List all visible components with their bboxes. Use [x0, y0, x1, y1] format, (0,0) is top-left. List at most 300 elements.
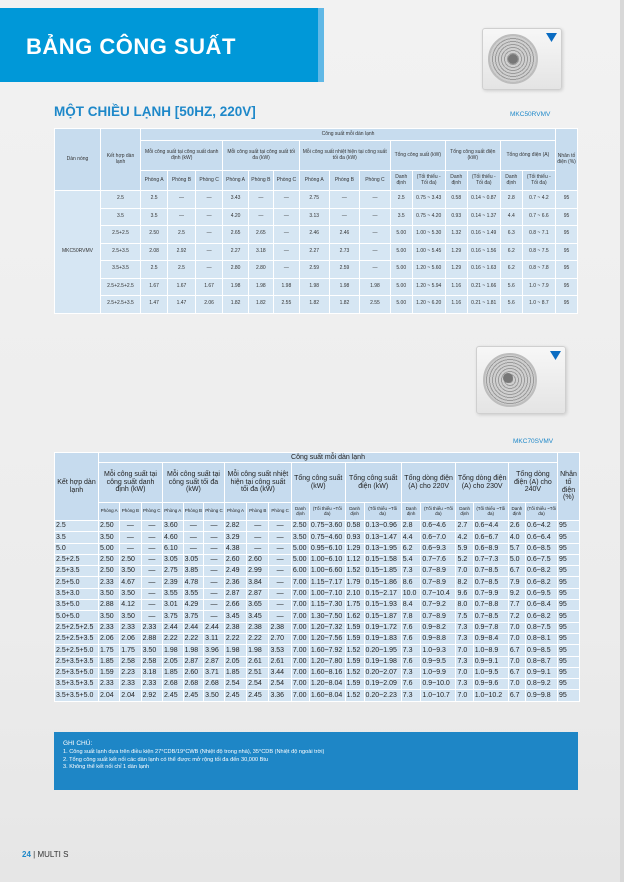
table-cell: 2.75	[163, 566, 184, 577]
table-cell: —	[141, 521, 162, 532]
table-cell: —	[360, 226, 391, 244]
table-cell: 1.98	[248, 278, 273, 296]
table-cell: 2.80	[223, 261, 248, 279]
table-cell: 0.9~8.2	[421, 622, 456, 633]
footer-separator: |	[33, 850, 36, 859]
table-cell: 4.78	[183, 577, 204, 588]
combination-cell: 3.5+5.0	[55, 600, 99, 611]
table-cell: 2.55	[360, 296, 391, 314]
table-cell: 95	[558, 566, 580, 577]
table-cell: 5.00	[99, 543, 120, 554]
table-cell: 1.85	[224, 667, 246, 678]
table-cell: —	[120, 521, 141, 532]
table-cell: 0.6~4.4	[473, 521, 508, 532]
header-room-c: Phòng C	[204, 503, 225, 521]
table-cell: 0.20~1.95	[364, 645, 401, 656]
table-cell: —	[141, 554, 162, 565]
table-cell: 1.0~9.5	[473, 667, 508, 678]
table-cell: 6.3	[500, 226, 522, 244]
table-cell: 1.60~8.04	[309, 690, 345, 701]
table-cell: 0.15~1.93	[364, 600, 401, 611]
table-cell: 1.59	[99, 667, 120, 678]
header-total-power: Tổng công suất điện (kW)	[445, 141, 500, 171]
table-cell: 2.33	[99, 679, 120, 690]
section-title: MỘT CHIỀU LẠNH [50HZ, 220V]	[54, 104, 256, 119]
table-cell: —	[204, 577, 225, 588]
table-cell: 0.75 ~ 3.43	[412, 191, 445, 209]
table-cell: 0.13~1.47	[364, 532, 401, 543]
table-cell: 95	[558, 690, 580, 701]
table-cell: 1.82	[329, 296, 359, 314]
combination-cell: 3.5+3.5	[101, 261, 141, 279]
unit-caption: MKC70SVMV	[513, 438, 554, 445]
table-cell: 1.62	[345, 611, 364, 622]
table-cell: 2.61	[269, 656, 291, 667]
table-cell: 3.18	[141, 667, 162, 678]
header-rated: Danh định	[390, 171, 412, 191]
table-cell: —	[329, 208, 359, 226]
table-cell: 0.16 ~ 1.56	[467, 243, 500, 261]
table-cell: 0.21 ~ 1.66	[467, 278, 500, 296]
table-cell: 2.50	[99, 554, 120, 565]
header-room-c: Phòng C	[274, 171, 300, 191]
table-cell: 0.58	[345, 521, 364, 532]
table-cell: 2.68	[163, 679, 184, 690]
table-cell: —	[120, 543, 141, 554]
header-rated: Danh định	[445, 171, 467, 191]
table-cell: 2.50	[99, 566, 120, 577]
combination-cell: 2.5+5.0	[55, 577, 99, 588]
table-cell: 7.6	[401, 656, 421, 667]
table-cell: 0.14 ~ 1.37	[467, 208, 500, 226]
table-cell: 2.88	[141, 633, 162, 644]
table-cell: 3.01	[163, 600, 184, 611]
table-cell: 6.2	[500, 243, 522, 261]
table-cell: 4.67	[120, 577, 141, 588]
table-cell: 0.8~9.2	[526, 679, 558, 690]
header-power-factor: Nhân tố điện (%)	[556, 129, 578, 191]
table-cell: 7.00	[291, 667, 309, 678]
table-cell: —	[269, 521, 291, 532]
table-cell: 3.18	[248, 243, 273, 261]
table-cell: 1.29	[445, 243, 467, 261]
table-cell: 95	[558, 532, 580, 543]
table-cell: 3.50	[99, 588, 120, 599]
table-cell: 2.04	[120, 690, 141, 701]
header-rated: Danh định	[508, 503, 525, 521]
table-cell: —	[329, 191, 359, 209]
table-cell: 1.85	[99, 656, 120, 667]
table-cell: 2.87	[247, 588, 269, 599]
table-cell: 7.6	[401, 633, 421, 644]
table-cell: 1.75	[345, 600, 364, 611]
table-cell: 4.2	[456, 532, 473, 543]
table-cell: 2.51	[247, 667, 269, 678]
table-cell: 2.22	[247, 633, 269, 644]
table-cell: 95	[556, 261, 578, 279]
table-cell: 5.00	[390, 296, 412, 314]
table-cell: 0.6~8.2	[526, 566, 558, 577]
combination-cell: 2.5	[55, 521, 99, 532]
table-cell: 0.6~4.6	[421, 521, 456, 532]
table-cell: 0.95~6.10	[309, 543, 345, 554]
table-cell: 2.05	[224, 656, 246, 667]
table-row	[55, 645, 580, 656]
table-cell: 1.79	[345, 577, 364, 588]
table-cell: 7.00	[291, 622, 309, 633]
table-cell: 0.19~2.09	[364, 679, 401, 690]
table-cell: 0.6~6.4	[526, 532, 558, 543]
table-cell: —	[248, 191, 273, 209]
combination-cell: 2.5+2.5+3.5	[101, 296, 141, 314]
table-cell: 2.33	[141, 622, 162, 633]
table-cell: 3.13	[299, 208, 329, 226]
combination-cell: 3.5+3.5+5.0	[55, 690, 99, 701]
combination-cell: 3.5	[101, 208, 141, 226]
header-minmax: (Tối thiểu - Tối đa)	[412, 171, 445, 191]
header-combination: Kết hợp dàn lạnh	[55, 453, 99, 521]
table-cell: 0.9~9.8	[526, 690, 558, 701]
table-cell: 1.98	[224, 645, 246, 656]
table-cell: 5.9	[456, 543, 473, 554]
table-cell: 5.00	[390, 243, 412, 261]
table-cell: —	[269, 588, 291, 599]
table-cell: 1.67	[141, 278, 168, 296]
table-cell: 1.52	[345, 566, 364, 577]
table-cell: 1.98	[183, 645, 204, 656]
table-cell: 2.73	[329, 243, 359, 261]
table-cell: 1.59	[345, 633, 364, 644]
table-cell: 2.46	[299, 226, 329, 244]
header-rated: Danh định	[345, 503, 364, 521]
table-cell: 1.59	[345, 679, 364, 690]
table-cell: 0.14 ~ 0.87	[467, 191, 500, 209]
table-cell: 0.7~8.9	[421, 611, 456, 622]
table-cell: 5.0	[508, 554, 525, 565]
table-cell: 2.60	[247, 554, 269, 565]
header-rated-capacity: Mỗi công suất tại công suất danh định (kW)	[141, 141, 223, 171]
combination-cell: 2.5+3.5+5.0	[55, 667, 99, 678]
table-row	[55, 611, 580, 622]
fan-grille-icon	[483, 353, 537, 407]
header-room-c: Phòng C	[360, 171, 391, 191]
header-total-capacity: Tổng công suất (kW)	[291, 463, 345, 503]
table-cell: 0.8 ~ 7.5	[522, 243, 555, 261]
table-cell: —	[269, 554, 291, 565]
table-cell: —	[269, 532, 291, 543]
table-cell: 0.6~8.2	[526, 577, 558, 588]
table-cell: 0.7~7.3	[473, 554, 508, 565]
combination-cell: 2.5	[101, 191, 141, 209]
table-cell: 3.50	[120, 566, 141, 577]
header-room-a: Phòng A	[223, 171, 248, 191]
table-cell: 95	[556, 296, 578, 314]
table-cell: 1.60~8.16	[309, 667, 345, 678]
table-cell: —	[274, 191, 300, 209]
header-room-a: Phòng A	[224, 503, 246, 521]
table-cell: 3.53	[269, 645, 291, 656]
table-cell: 0.8 ~ 7.8	[522, 261, 555, 279]
header-current-240v: Tổng dòng điện (A) cho 240V	[508, 463, 557, 503]
table-cell: 2.50	[141, 226, 168, 244]
table-cell: 2.44	[163, 622, 184, 633]
table-cell: 95	[558, 588, 580, 599]
table-cell: 0.7~9.2	[421, 600, 456, 611]
table-cell: 95	[556, 191, 578, 209]
table-cell: 2.66	[224, 600, 246, 611]
table-cell: 2.58	[141, 656, 162, 667]
table-cell: —	[360, 243, 391, 261]
table-cell: 3.96	[204, 645, 225, 656]
table-cell: 0.93	[445, 208, 467, 226]
table-cell: 2.70	[269, 633, 291, 644]
table-cell: 0.7~8.9	[421, 566, 456, 577]
header-room-b: Phòng B	[248, 171, 273, 191]
table-cell: 3.45	[247, 611, 269, 622]
table-cell: 0.9~9.1	[473, 656, 508, 667]
table-cell: 2.5	[141, 191, 168, 209]
table-cell: 0.75~3.60	[309, 521, 345, 532]
table-cell: 3.71	[204, 667, 225, 678]
table-cell: 7.00	[291, 645, 309, 656]
table-cell: —	[168, 191, 195, 209]
table-cell: 2.22	[183, 633, 204, 644]
combination-cell: 5.0+5.0	[55, 611, 99, 622]
table-cell: 2.61	[247, 656, 269, 667]
table-cell: 0.13~0.96	[364, 521, 401, 532]
table-cell: 95	[556, 278, 578, 296]
table-cell: 0.19~1.72	[364, 622, 401, 633]
table-cell: —	[360, 208, 391, 226]
table-cell: 6.7	[508, 566, 525, 577]
table-cell: 2.45	[224, 690, 246, 701]
table-cell: 2.80	[248, 261, 273, 279]
table-cell: 2.92	[141, 690, 162, 701]
table-cell: 95	[558, 554, 580, 565]
table-cell: 0.93	[345, 532, 364, 543]
header-power-factor: Nhân tố điện (%)	[558, 453, 580, 521]
table-cell: —	[274, 226, 300, 244]
table-cell: 0.7 ~ 4.2	[522, 191, 555, 209]
table-cell: 7.0	[508, 622, 525, 633]
table-cell: 1.20~7.80	[309, 656, 345, 667]
table-cell: 5.4	[401, 554, 421, 565]
header-rated: Danh định	[401, 503, 421, 521]
table-cell: 2.87	[224, 588, 246, 599]
table-cell: 7.3	[456, 622, 473, 633]
table-cell: 2.33	[120, 622, 141, 633]
table-row	[55, 226, 578, 244]
table-cell: 3.50	[120, 588, 141, 599]
table-cell: 7.00	[291, 679, 309, 690]
table-cell: 1.85	[163, 667, 184, 678]
table-cell: 7.2	[508, 611, 525, 622]
table-row	[55, 690, 580, 701]
table-cell: 1.16	[445, 278, 467, 296]
combination-cell: 2.5+3.5	[101, 243, 141, 261]
table-cell: 1.98	[223, 278, 248, 296]
table-cell: —	[183, 521, 204, 532]
combination-cell: 3.5+3.5+3.5	[55, 679, 99, 690]
table-cell: 3.29	[224, 532, 246, 543]
table-cell: 95	[558, 611, 580, 622]
table-cell: —	[204, 543, 225, 554]
table-cell: 95	[558, 622, 580, 633]
header-outdoor-unit: Dàn nóng	[55, 129, 101, 191]
table-cell: 1.59	[345, 656, 364, 667]
table-cell: —	[195, 208, 223, 226]
table-cell: 6.7	[508, 690, 525, 701]
page-title: BẢNG CÔNG SUẤT	[26, 34, 236, 59]
table-cell: 3.60	[163, 521, 184, 532]
table-cell: 4.12	[120, 600, 141, 611]
table-cell: 1.16	[445, 296, 467, 314]
table-cell: 0.6~6.7	[473, 532, 508, 543]
table-cell: 1.98	[163, 645, 184, 656]
table-cell: 1.47	[141, 296, 168, 314]
table-row	[55, 679, 580, 690]
table-cell: —	[141, 600, 162, 611]
header-rated: Danh định	[500, 171, 522, 191]
table-cell: 95	[558, 667, 580, 678]
combination-cell: 2.5+2.5+5.0	[55, 645, 99, 656]
table-cell: 7.6	[401, 679, 421, 690]
table-cell: 0.7~8.5	[473, 611, 508, 622]
table-cell: 2.54	[224, 679, 246, 690]
table-cell: 1.12	[345, 554, 364, 565]
table-cell: 3.75	[183, 611, 204, 622]
table-cell: 8.4	[401, 600, 421, 611]
table-row	[55, 191, 578, 209]
combination-cell: 3.5+3.0	[55, 588, 99, 599]
table-cell: 7.5	[456, 611, 473, 622]
table-cell: 0.7~8.5	[473, 577, 508, 588]
table-cell: 2.22	[224, 633, 246, 644]
table-cell: 7.0	[456, 566, 473, 577]
table-cell: 2.33	[120, 679, 141, 690]
table-cell: 7.0	[456, 690, 473, 701]
table-cell: 0.7 ~ 6.6	[522, 208, 555, 226]
table-cell: 9.6	[456, 588, 473, 599]
outdoor-unit-image	[482, 28, 562, 90]
table-cell: 3.44	[269, 667, 291, 678]
table-cell: 2.6	[508, 521, 525, 532]
table-cell: 0.7~10.4	[421, 588, 456, 599]
table-cell: 5.00	[390, 278, 412, 296]
table-cell: 0.7~8.8	[473, 600, 508, 611]
table-cell: 0.6~9.3	[421, 543, 456, 554]
table-cell: 95	[558, 521, 580, 532]
table-cell: 95	[558, 633, 580, 644]
table-cell: 0.15~1.58	[364, 554, 401, 565]
table-cell: —	[204, 521, 225, 532]
capacity-table-1	[54, 128, 578, 314]
table-cell: 5.00	[291, 543, 309, 554]
table-cell: 3.65	[247, 600, 269, 611]
table-cell: 2.06	[120, 633, 141, 644]
table-cell: 2.54	[269, 679, 291, 690]
combination-cell: 5.0	[55, 543, 99, 554]
table-cell: 2.38	[247, 622, 269, 633]
table-cell: —	[248, 208, 273, 226]
table-cell: 9.2	[508, 588, 525, 599]
header-room-a: Phòng A	[163, 503, 184, 521]
table-cell: 2.50	[99, 521, 120, 532]
table-cell: 1.75	[120, 645, 141, 656]
header-rated-capacity: Mỗi công suất tại công suất danh định (kW)	[99, 463, 163, 503]
table-cell: 7.7	[508, 600, 525, 611]
table-cell: 3.43	[223, 191, 248, 209]
table-cell: 2.65	[248, 226, 273, 244]
note-line: 2. Tổng công suất kết nối các dàn lạnh có thể được mở rộng tối đa đến 30,000 Btu	[63, 756, 269, 763]
table-cell: —	[183, 543, 204, 554]
table-cell: 2.87	[183, 656, 204, 667]
table-cell: 7.6	[401, 622, 421, 633]
header-minmax: (Tối thiểu ~Tối đa)	[421, 503, 456, 521]
table-cell: 1.20~8.04	[309, 679, 345, 690]
table-cell: 0.9~7.8	[473, 622, 508, 633]
table-cell: 1.00~6.10	[309, 554, 345, 565]
table-cell: —	[269, 577, 291, 588]
table-cell: 0.15~1.85	[364, 566, 401, 577]
table-cell: 1.32	[445, 226, 467, 244]
table-cell: —	[141, 611, 162, 622]
table-cell: 0.9~9.6	[473, 679, 508, 690]
table-cell: 2.04	[99, 690, 120, 701]
table-cell: —	[360, 261, 391, 279]
table-2-body	[55, 521, 580, 702]
table-cell: 1.60~7.92	[309, 645, 345, 656]
table-cell: 2.22	[163, 633, 184, 644]
table-cell: 0.7~9.9	[473, 588, 508, 599]
table-cell: 2.60	[183, 667, 204, 678]
table-row	[55, 588, 580, 599]
table-cell: 8.6	[401, 577, 421, 588]
header-current-230v: Tổng dòng điện (A) cho 230V	[456, 463, 508, 503]
outdoor-unit-image	[476, 346, 566, 414]
table-cell: 6.00	[291, 566, 309, 577]
table-cell: 95	[556, 208, 578, 226]
table-cell: 7.3	[401, 667, 421, 678]
table-cell: 3.11	[204, 633, 225, 644]
table-cell: 0.8 ~ 7.1	[522, 226, 555, 244]
table-cell: 7.8	[401, 611, 421, 622]
header-combination: Kết hợp dàn lạnh	[101, 129, 141, 191]
table-cell: 2.58	[120, 656, 141, 667]
table-cell: 2.87	[204, 656, 225, 667]
table-row	[55, 633, 580, 644]
combination-cell: 2.5+2.5+2.5	[101, 278, 141, 296]
header-room-b: Phòng B	[120, 503, 141, 521]
header-max-capacity: Mỗi công suất tại công suất tối đa (kW)	[163, 463, 225, 503]
header-minmax: (Tối thiểu ~Tối đa)	[364, 503, 401, 521]
table-cell: 2.05	[163, 656, 184, 667]
table-cell: 1.20 ~ 5.94	[412, 278, 445, 296]
table-cell: 2.06	[99, 633, 120, 644]
brand-logo-icon	[546, 33, 557, 42]
table-cell: 0.6~7.0	[421, 532, 456, 543]
table-cell: 8.0	[456, 600, 473, 611]
table-cell: —	[247, 543, 269, 554]
header-total-current: Tổng dòng điện (A)	[500, 141, 555, 171]
table-cell: 3.50	[291, 532, 309, 543]
table-cell: 0.15~2.17	[364, 588, 401, 599]
table-cell: 2.38	[269, 622, 291, 633]
combination-cell: 3.5	[55, 532, 99, 543]
table-cell: 3.50	[99, 611, 120, 622]
header-room-c: Phòng C	[195, 171, 223, 191]
table-cell: 7.0	[456, 667, 473, 678]
